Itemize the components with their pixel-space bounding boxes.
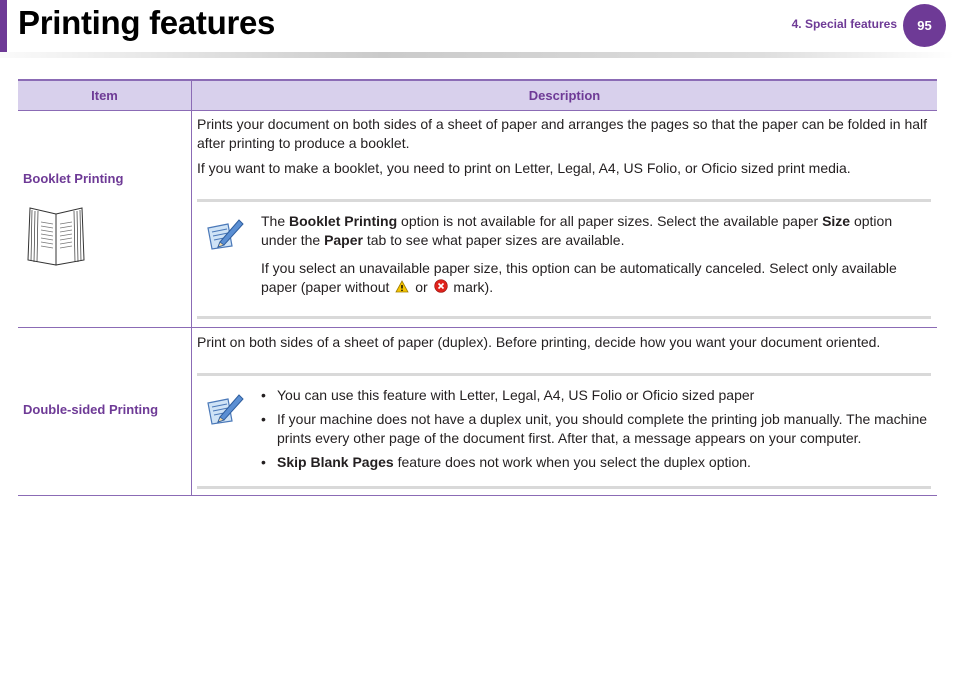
note-text: mark).: [449, 279, 494, 295]
list-item: [261, 386, 931, 405]
header-accent-bar: [0, 0, 7, 52]
description-cell: [192, 111, 938, 328]
booklet-icon: [24, 204, 88, 271]
item-cell: [18, 111, 192, 328]
bullet-marker: •: [261, 454, 266, 470]
chapter-label: 4. Special features: [791, 17, 897, 31]
description-paragraph: Prints your document on both sides of a sheet of paper and arranges the pages so that the paper can be folded in half after printing to produce a booklet.: [197, 116, 928, 151]
column-header-description: Description: [192, 80, 938, 111]
warning-icon: [395, 279, 409, 298]
option-name-size: Size: [822, 213, 851, 229]
note-text: tab to see what paper sizes are available.: [362, 232, 625, 248]
item-cell: [18, 328, 192, 496]
list-item-text: If your machine does not have a duplex unit, you should complete the printing job manually. The machine prints every other page of the document first. After that, a message appears on your computer.: [277, 411, 928, 446]
note-box: [197, 373, 931, 489]
description-paragraph: If you want to make a booklet, you need to print on Letter, Legal, A4, US Folio, or Oficio sized print media.: [197, 160, 851, 176]
tab-name-paper: Paper: [324, 232, 363, 248]
list-item-text: feature does not work when you select the duplex option.: [393, 454, 751, 470]
list-item: [261, 410, 931, 448]
table-header-row: [18, 80, 937, 111]
table-row-booklet-printing: [18, 111, 937, 328]
page-title: Printing features: [18, 4, 276, 41]
item-label-double-sided-printing: Double-sided Printing: [23, 402, 159, 417]
option-name-booklet-printing: Booklet Printing: [289, 213, 398, 229]
bullet-marker: •: [261, 411, 266, 427]
note-bullet-list: [261, 386, 931, 472]
note-pencil-icon: [206, 216, 244, 255]
column-header-item: Item: [18, 80, 192, 111]
note-box: [197, 199, 931, 319]
table-row-double-sided-printing: [18, 328, 937, 496]
note-text: option is not available for all paper sizes. Select the available paper: [397, 213, 823, 229]
feature-name-skip-blank-pages: Skip Blank Pages: [277, 454, 394, 470]
note-pencil-icon: [206, 391, 244, 430]
features-table: [18, 79, 937, 496]
note-text: or: [411, 279, 432, 295]
page-number-badge: 95: [903, 4, 946, 47]
header-divider: [0, 52, 954, 58]
note-text: option under the: [261, 213, 893, 248]
note-text: The: [261, 213, 290, 229]
description-paragraph: Print on both sides of a sheet of paper (duplex). Before printing, decide how you want your document oriented.: [197, 334, 881, 350]
note-text: If you select an unavailable paper size, this option can be automatically canceled. Select only available paper (paper without: [261, 260, 897, 295]
note-paragraph: [261, 212, 931, 250]
note-paragraph: [261, 259, 931, 298]
item-label-booklet-printing: Booklet Printing: [23, 171, 124, 186]
list-item: [261, 453, 931, 472]
error-icon: [434, 279, 448, 298]
bullet-marker: •: [261, 387, 266, 403]
list-item-text: You can use this feature with Letter, Legal, A4, US Folio or Oficio sized paper: [277, 387, 755, 403]
description-cell: [192, 328, 938, 496]
